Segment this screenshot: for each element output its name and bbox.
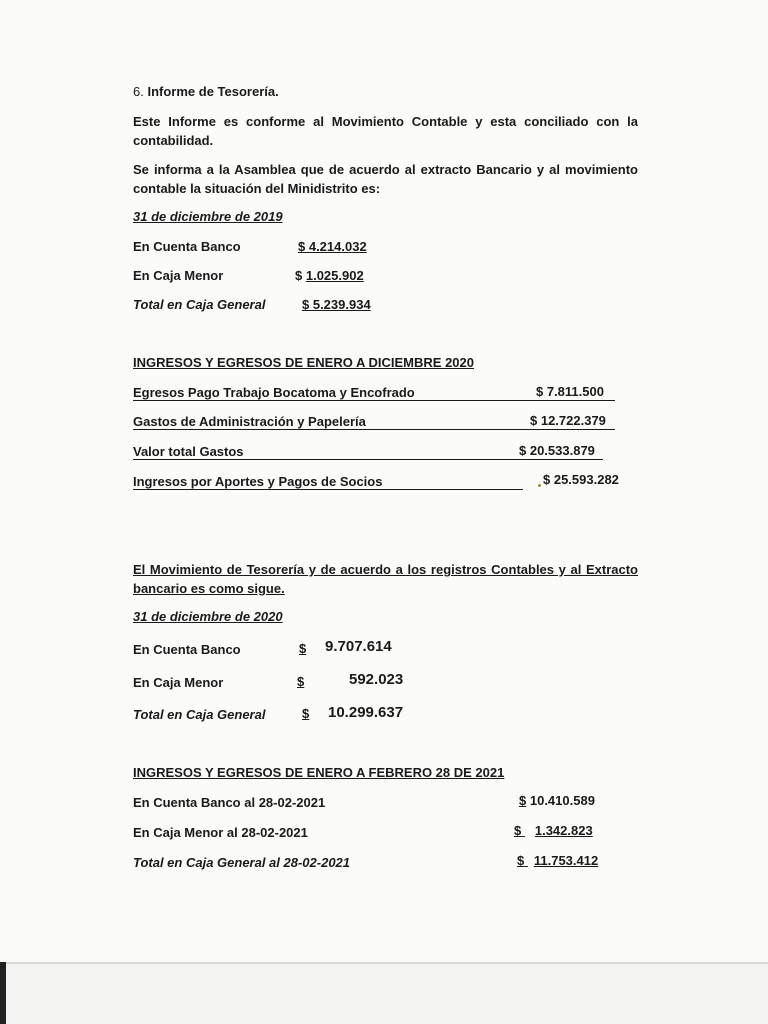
scan-edge-mark — [0, 962, 6, 1024]
ie-2021-row-amount — [517, 853, 598, 868]
ie-2020-row-value: $ 12.722.379 — [530, 413, 606, 428]
ie-2020-row-label: Valor total Gastos — [133, 444, 244, 459]
ie-2020-row-rule — [133, 400, 615, 401]
ie-2021-row-amount — [519, 793, 595, 808]
ie-2021-row-amount — [514, 823, 593, 838]
ie-2020-row-label: Egresos Pago Trabajo Bocatoma y Encofrado — [133, 385, 415, 400]
ie-2020-row-rule — [133, 429, 615, 430]
caja-menor-2020-label: En Caja Menor — [133, 675, 224, 690]
ie-2021-heading: INGRESOS Y EGRESOS DE ENERO A FEBRERO 28 DE 2021 — [133, 765, 505, 780]
date-2020: 31 de diciembre de 2020 — [133, 609, 283, 624]
ie-2020-row-value: $ 20.533.879 — [519, 443, 595, 458]
ie-2021-row-value: 11.753.412 — [533, 853, 599, 868]
banco-2020-label: En Cuenta Banco — [133, 642, 241, 657]
banco-2020-currency: $ — [299, 641, 307, 656]
ie-2021-row-value: 10.410.589 — [529, 793, 595, 808]
total-2020-value: 10.299.637 — [328, 704, 404, 721]
ie-2020-heading: INGRESOS Y EGRESOS DE ENERO A DICIEMBRE 2020 — [133, 355, 474, 370]
mov-2020-heading: El Movimiento de Tesorería y de acuerdo a los registros Contables y al Extracto bancario es como sigue. — [133, 562, 638, 596]
ie-2020-row-label: Gastos de Administración y Papelería — [133, 414, 366, 429]
ink-speck — [538, 484, 541, 487]
ie-2020-row-value: $ 7.811.500 — [536, 384, 604, 399]
ie-2020-row-label: Ingresos por Aportes y Pagos de Socios — [133, 474, 383, 489]
ie-2021-row-currency: $ — [517, 853, 525, 868]
caja-menor-2019-amount — [295, 268, 364, 283]
section-title-text: Informe de Tesorería. — [147, 84, 279, 99]
ie-2021-row-value: 1.342.823 — [534, 823, 593, 838]
ie-2021-row-label: Total en Caja General al 28-02-2021 — [133, 855, 351, 870]
caja-menor-2019-currency: $ — [295, 268, 303, 283]
total-2019-label: Total en Caja General — [133, 297, 266, 312]
banco-2020-value: 9.707.614 — [325, 638, 392, 655]
section-number: 6. — [133, 84, 144, 99]
caja-menor-2020-currency: $ — [297, 674, 305, 689]
ie-2021-row-label: En Cuenta Banco al 28-02-2021 — [133, 795, 326, 810]
total-2020-currency: $ — [302, 706, 310, 721]
ie-2020-row-rule — [133, 489, 523, 490]
banco-2019-label: En Cuenta Banco — [133, 239, 241, 254]
banco-2019-value: $ 4.214.032 — [298, 239, 367, 254]
intro-paragraph-1: Este Informe es conforme al Movimiento Contable y esta conciliado con la contabilidad. — [133, 114, 638, 148]
total-2019-value: $ 5.239.934 — [302, 297, 371, 312]
ie-2020-row-rule — [133, 459, 603, 460]
caja-menor-2019-value: 1.025.902 — [305, 268, 364, 283]
ie-2021-row-currency: $ — [519, 793, 527, 808]
intro-paragraph-2: Se informa a la Asamblea que de acuerdo al extracto Bancario y al movimiento contable la situación del Minidistrito es: — [133, 162, 638, 196]
date-2019: 31 de diciembre de 2019 — [133, 209, 283, 224]
caja-menor-2019-label: En Caja Menor — [133, 268, 224, 283]
total-2020-label: Total en Caja General — [133, 707, 266, 722]
caja-menor-2020-value: 592.023 — [349, 671, 404, 688]
section-title — [133, 84, 279, 99]
ie-2020-row-value: $ 25.593.282 — [543, 472, 619, 487]
ie-2021-row-currency: $ — [514, 823, 522, 838]
ie-2021-row-label: En Caja Menor al 28-02-2021 — [133, 825, 308, 840]
